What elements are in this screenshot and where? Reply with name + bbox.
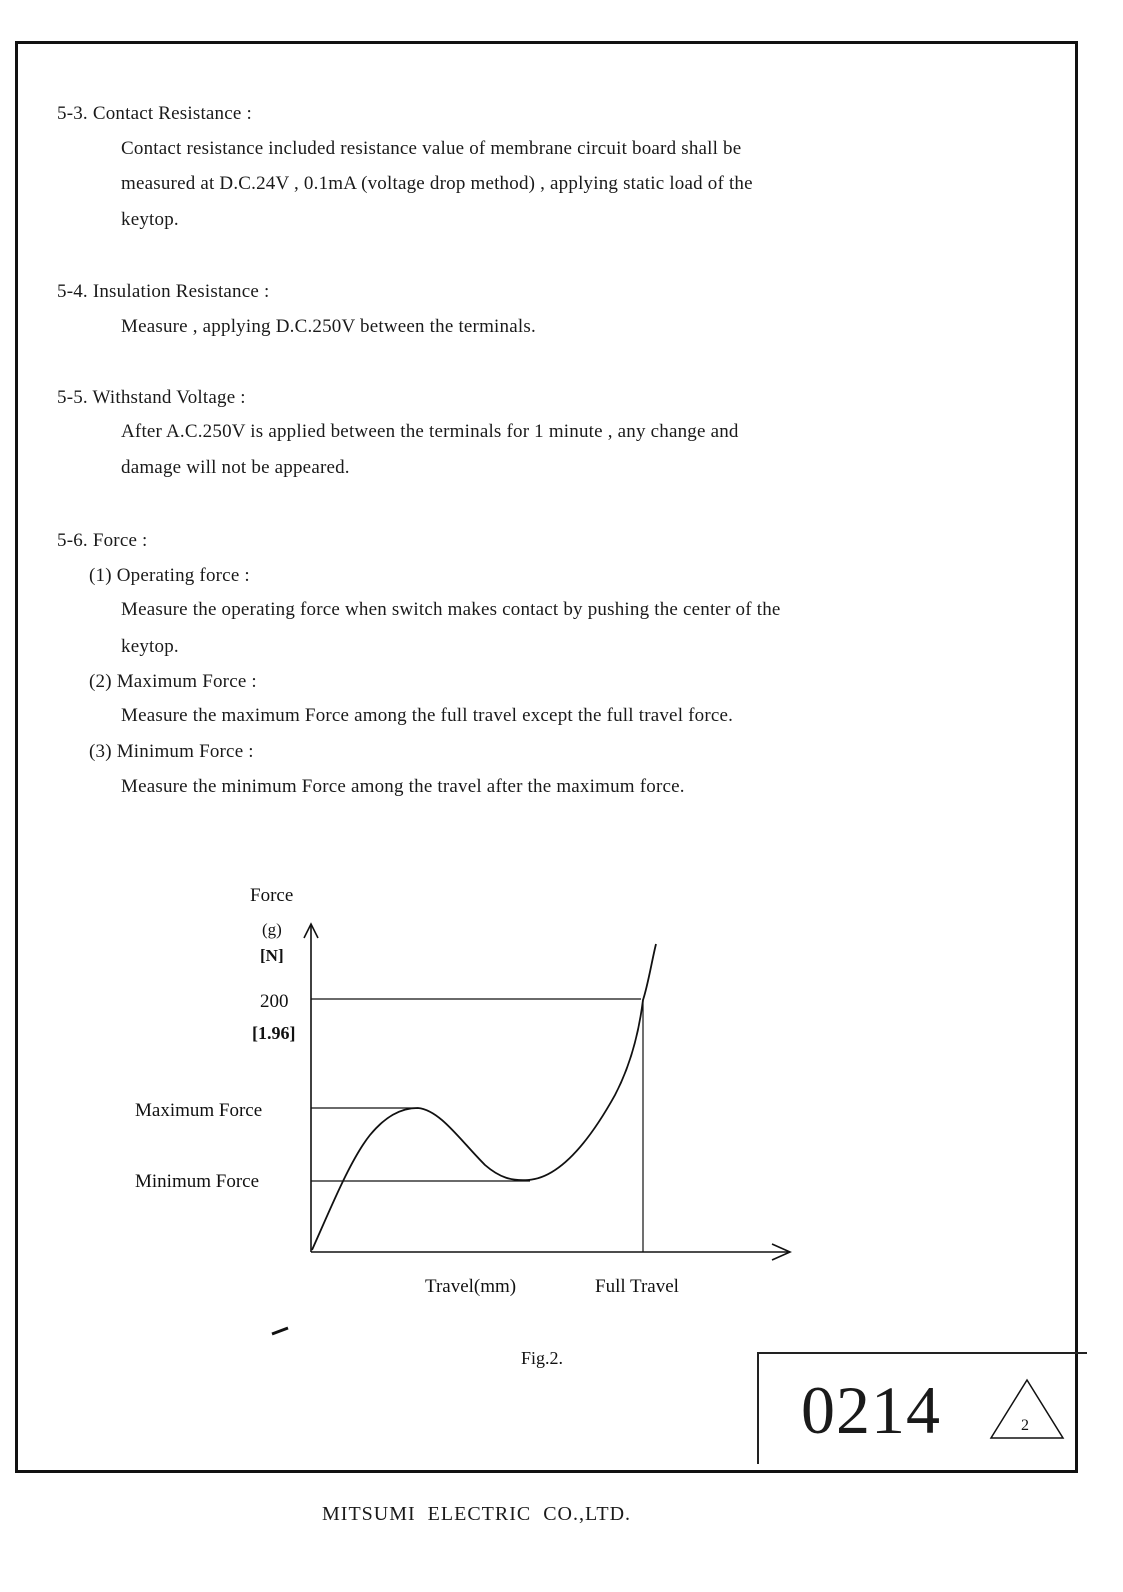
paragraph-line: Contact resistance included resistance value of membrane circuit board shall be: [121, 138, 742, 159]
document-number: 0214: [801, 1372, 941, 1448]
document-number-stamp: [757, 1352, 1087, 1464]
figure-caption: Fig.2.: [521, 1348, 564, 1368]
section-heading-insulation-resistance: 5-4. Insulation Resistance :: [57, 281, 270, 302]
y-tick-minimum-force: Minimum Force: [135, 1171, 260, 1192]
y-unit-n: [N]: [260, 946, 284, 965]
subsection-title-operating-force: (1) Operating force :: [89, 565, 250, 586]
x-axis-label: Travel(mm): [425, 1276, 517, 1297]
section-heading-withstand-voltage: 5-5. Withstand Voltage :: [57, 387, 246, 408]
subsection-title-minimum-force: (3) Minimum Force :: [89, 741, 254, 762]
paragraph-line: measured at D.C.24V , 0.1mA (voltage drop method) , applying static load of the: [121, 173, 753, 194]
section-heading-force: 5-6. Force :: [57, 530, 148, 551]
paragraph-line: Measure the maximum Force among the full travel except the full travel force.: [121, 705, 734, 726]
y-axis-label: Force: [250, 885, 294, 906]
section-heading-contact-resistance: 5-3. Contact Resistance :: [57, 103, 252, 124]
subsection-title-maximum-force: (2) Maximum Force :: [89, 671, 257, 692]
revision-triangle-icon: [987, 1376, 1067, 1446]
revision-number: 2: [1021, 1417, 1029, 1434]
paragraph-line: Measure the minimum Force among the travel after the maximum force.: [121, 776, 685, 797]
paragraph-line: keytop.: [121, 636, 179, 657]
y-tick-200-newton: [1.96]: [252, 1023, 296, 1043]
paragraph-line: Measure the operating force when switch makes contact by pushing the center of the: [121, 599, 781, 620]
y-unit-g: (g): [262, 920, 282, 939]
paragraph-line: Measure , applying D.C.250V between the terminals.: [121, 316, 536, 337]
footer-company-name: MITSUMI ELECTRIC CO.,LTD.: [322, 1503, 632, 1525]
force-curve-line: [312, 944, 656, 1250]
stray-pen-mark: [272, 1328, 288, 1334]
paragraph-line: damage will not be appeared.: [121, 457, 350, 478]
x-marker-full-travel: Full Travel: [595, 1276, 679, 1297]
chart-axes: [304, 924, 790, 1260]
y-tick-maximum-force: Maximum Force: [135, 1100, 263, 1121]
paragraph-line: After A.C.250V is applied between the terminals for 1 minute , any change and: [121, 421, 739, 442]
y-tick-200: 200: [260, 991, 289, 1012]
paragraph-line: keytop.: [121, 209, 179, 230]
